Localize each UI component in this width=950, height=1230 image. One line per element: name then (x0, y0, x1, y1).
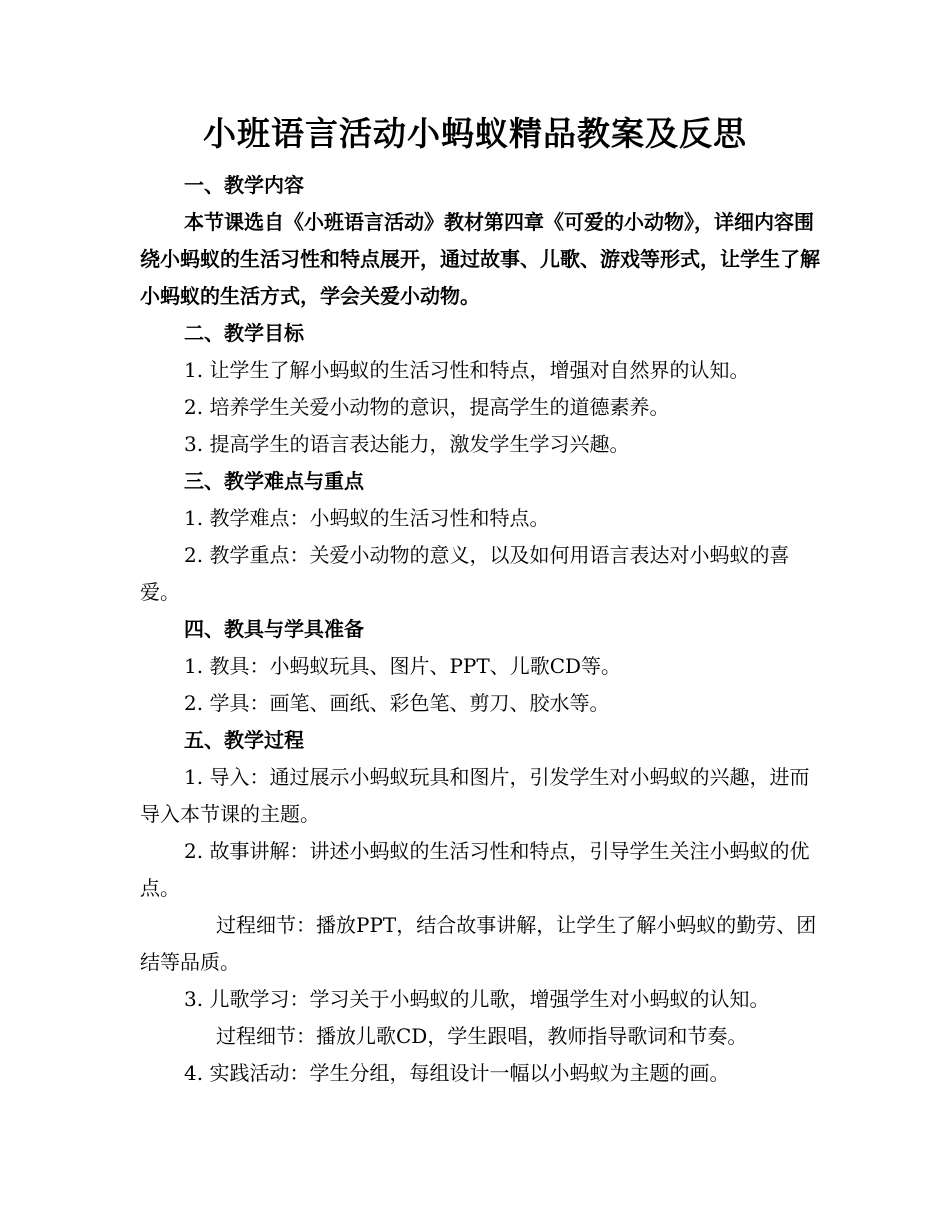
section-heading-process: 五、教学过程 (184, 728, 304, 752)
section-heading-goals: 二、教学目标 (184, 321, 304, 345)
content-paragraph: 本节课选自《小班语言活动》教材第四章《可爱的小动物》，详细内容围绕小蚂蚁的生活习性和特点展开，通过故事、儿歌、游戏等形式，让学生了解小蚂蚁的生活方式，学会关爱小动物。 (140, 210, 820, 308)
key-point-item: 1. 教学难点：小蚂蚁的生活习性和特点。 (184, 506, 550, 530)
section-heading-materials: 四、教具与学具准备 (184, 617, 364, 641)
goal-item: 3. 提高学生的语言表达能力，激发学生学习兴趣。 (184, 432, 630, 456)
materials-item: 2. 学具：画笔、画纸、彩色笔、剪刀、胶水等。 (184, 691, 610, 715)
process-item: 4. 实践活动：学生分组，每组设计一幅以小蚂蚁为主题的画。 (184, 1061, 730, 1085)
key-point-item: 2. 教学重点：关爱小动物的意义，以及如何用语言表达对小蚂蚁的喜爱。 (140, 543, 790, 604)
document-title: 小班语言活动小蚂蚁精品教案及反思 (203, 114, 747, 153)
process-item: 3. 儿歌学习：学习关于小蚂蚁的儿歌，增强学生对小蚂蚁的认知。 (184, 987, 770, 1011)
section-heading-content: 一、教学内容 (184, 173, 304, 197)
process-detail: 过程细节：播放儿歌CD，学生跟唱，教师指导歌词和节奏。 (216, 1024, 748, 1048)
process-item: 2. 故事讲解：讲述小蚂蚁的生活习性和特点，引导学生关注小蚂蚁的优点。 (140, 839, 810, 900)
goal-item: 1. 让学生了解小蚂蚁的生活习性和特点，增强对自然界的认知。 (184, 358, 750, 382)
document-body (140, 167, 820, 1092)
section-heading-key-points: 三、教学难点与重点 (184, 469, 364, 493)
process-detail: 过程细节：播放PPT，结合故事讲解，让学生了解小蚂蚁的勤劳、团结等品质。 (140, 913, 817, 974)
process-item: 1. 导入：通过展示小蚂蚁玩具和图片，引发学生对小蚂蚁的兴趣，进而导入本节课的主题。 (140, 765, 810, 826)
goal-item: 2. 培养学生关爱小动物的意识，提高学生的道德素养。 (184, 395, 670, 419)
materials-item: 1. 教具：小蚂蚁玩具、图片、PPT、儿歌CD等。 (184, 654, 622, 678)
